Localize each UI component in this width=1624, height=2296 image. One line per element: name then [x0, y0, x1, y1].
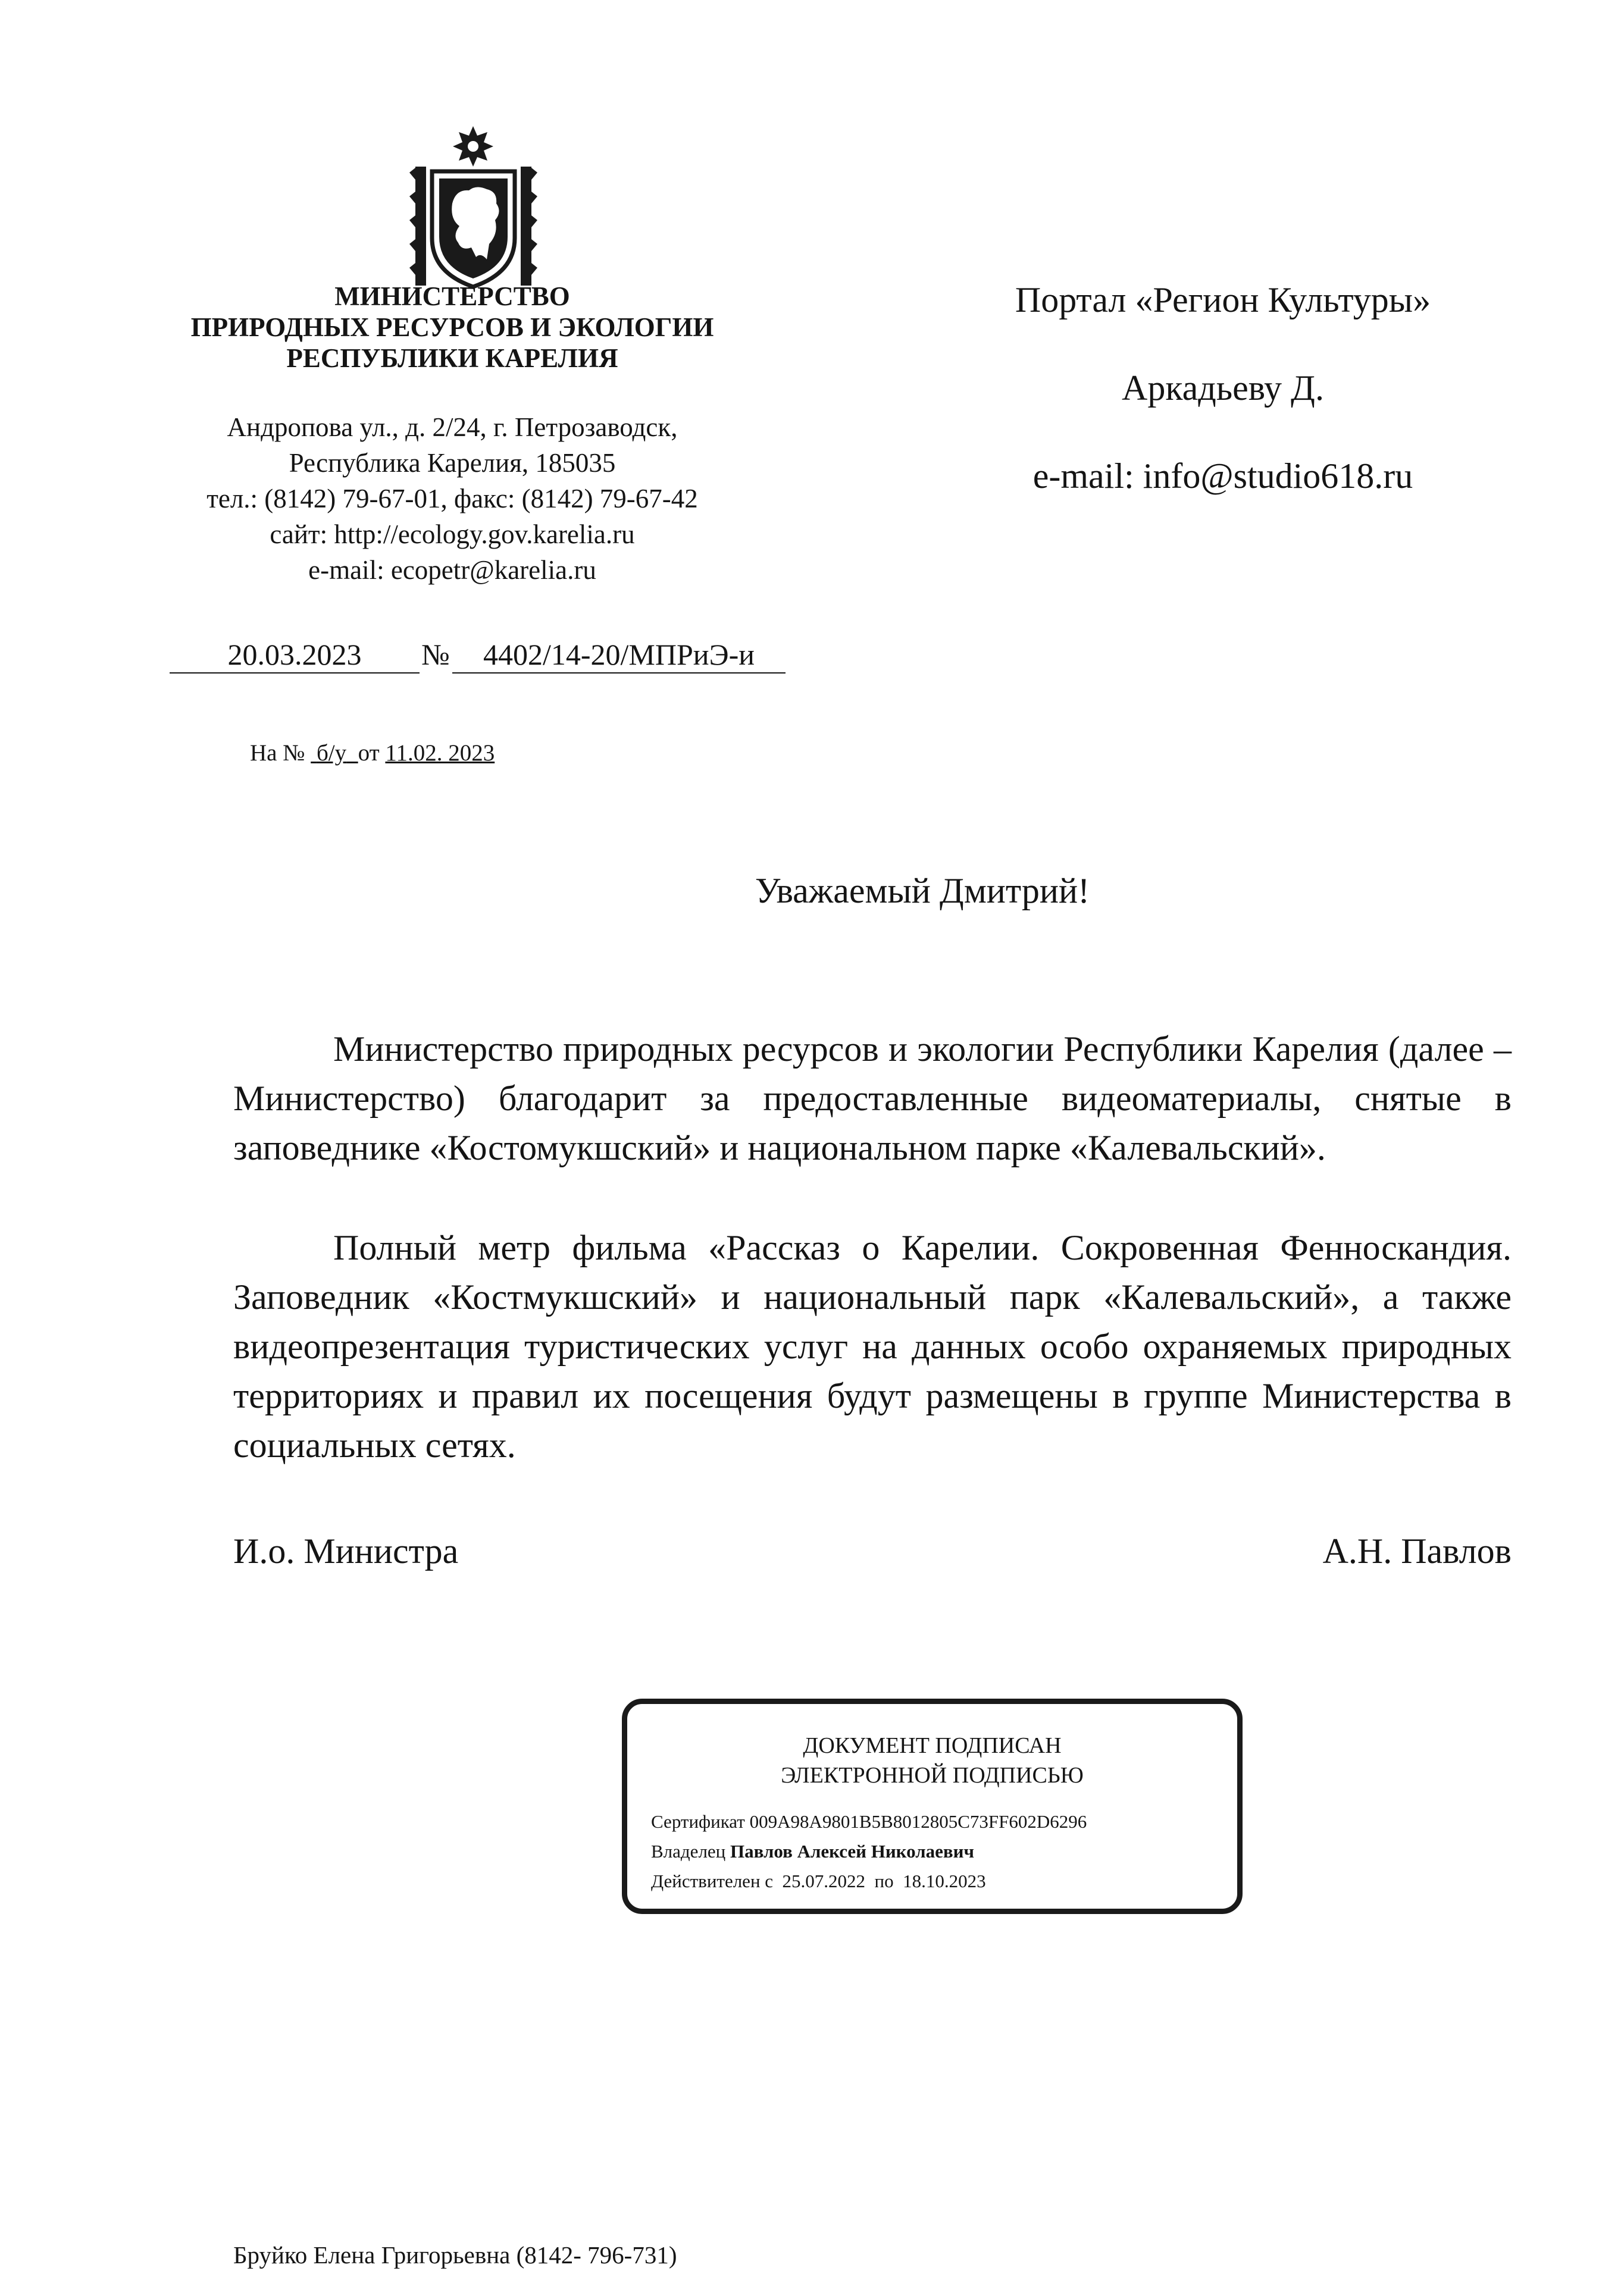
ministry-address — [149, 409, 756, 588]
executor-info: Бруйко Елена Григорьевна (8142- 796-731) — [233, 2241, 677, 2269]
outgoing-date: 20.03.2023 — [170, 637, 420, 674]
stamp-subtitle: ЭЛЕКТРОННОЙ ПОДПИСЬЮ — [781, 1763, 1084, 1788]
salutation: Уважаемый Дмитрий! — [755, 871, 1090, 910]
e-signature-stamp — [622, 1699, 1243, 1914]
address-line: Республика Карелия, 185035 — [289, 448, 616, 478]
stamp-owner: Владелец Павлов Алексей Николаевич — [651, 1841, 974, 1862]
reply-date: 11.02. 2023 — [385, 740, 495, 766]
recipient-organization: Портал «Регион Культуры» — [1015, 280, 1431, 320]
reply-from: от — [358, 740, 380, 766]
signer-title: И.о. Министра — [233, 1531, 459, 1571]
signer-name: А.Н. Павлов — [1322, 1531, 1512, 1571]
ministry-line: ПРИРОДНЫХ РЕСУРСОВ И ЭКОЛОГИИ — [190, 312, 714, 342]
body-paragraph: Полный метр фильма «Рассказ о Карелии. Сокровенная Фенноскандия. Заповедник «Костмукшский» и национальный парк «Калевальский», а также видеопрезентация туристических услуг на данных особо охраняемых природных территориях и правил их посещения будут размещены в группе Министерства в социальных сетях. — [233, 1228, 1512, 1465]
number-sign: № — [421, 638, 450, 671]
stamp-validity: Действителен с 25.07.2022 по 18.10.2023 — [651, 1871, 986, 1891]
outgoing-number: 4402/14-20/МПРиЭ-и — [452, 637, 786, 674]
ministry-line: МИНИСТЕРСТВО — [334, 281, 570, 311]
recipient-email: e-mail: info@studio618.ru — [1032, 456, 1413, 496]
address-line: тел.: (8142) 79-67-01, факс: (8142) 79-67-42 — [206, 484, 698, 513]
address-line: e-mail: ecopetr@karelia.ru — [308, 555, 596, 585]
ministry-name — [149, 281, 756, 374]
address-line: Андропова ул., д. 2/24, г. Петрозаводск, — [227, 412, 678, 442]
stamp-certificate: Сертификат 009A98A9801B5B8012805C73FF602D6296 — [651, 1811, 1087, 1832]
body-paragraph: Министерство природных ресурсов и экологии Республики Карелия (далее – Министерство) благодарит за предоставленные видеоматериалы, снятые в заповеднике «Костомукшский» и национальном парке «Калевальский». — [233, 1029, 1512, 1167]
reply-reference — [250, 739, 495, 768]
reply-number: б/у — [316, 740, 347, 766]
ministry-line: РЕСПУБЛИКИ КАРЕЛИЯ — [286, 343, 618, 373]
karelia-coat-of-arms-icon — [398, 125, 549, 289]
recipient-person: Аркадьеву Д. — [1122, 368, 1324, 408]
reply-prefix: На № — [250, 740, 305, 766]
stamp-title: ДОКУМЕНТ ПОДПИСАН — [803, 1733, 1062, 1758]
address-line: сайт: http://ecology.gov.karelia.ru — [270, 519, 635, 549]
